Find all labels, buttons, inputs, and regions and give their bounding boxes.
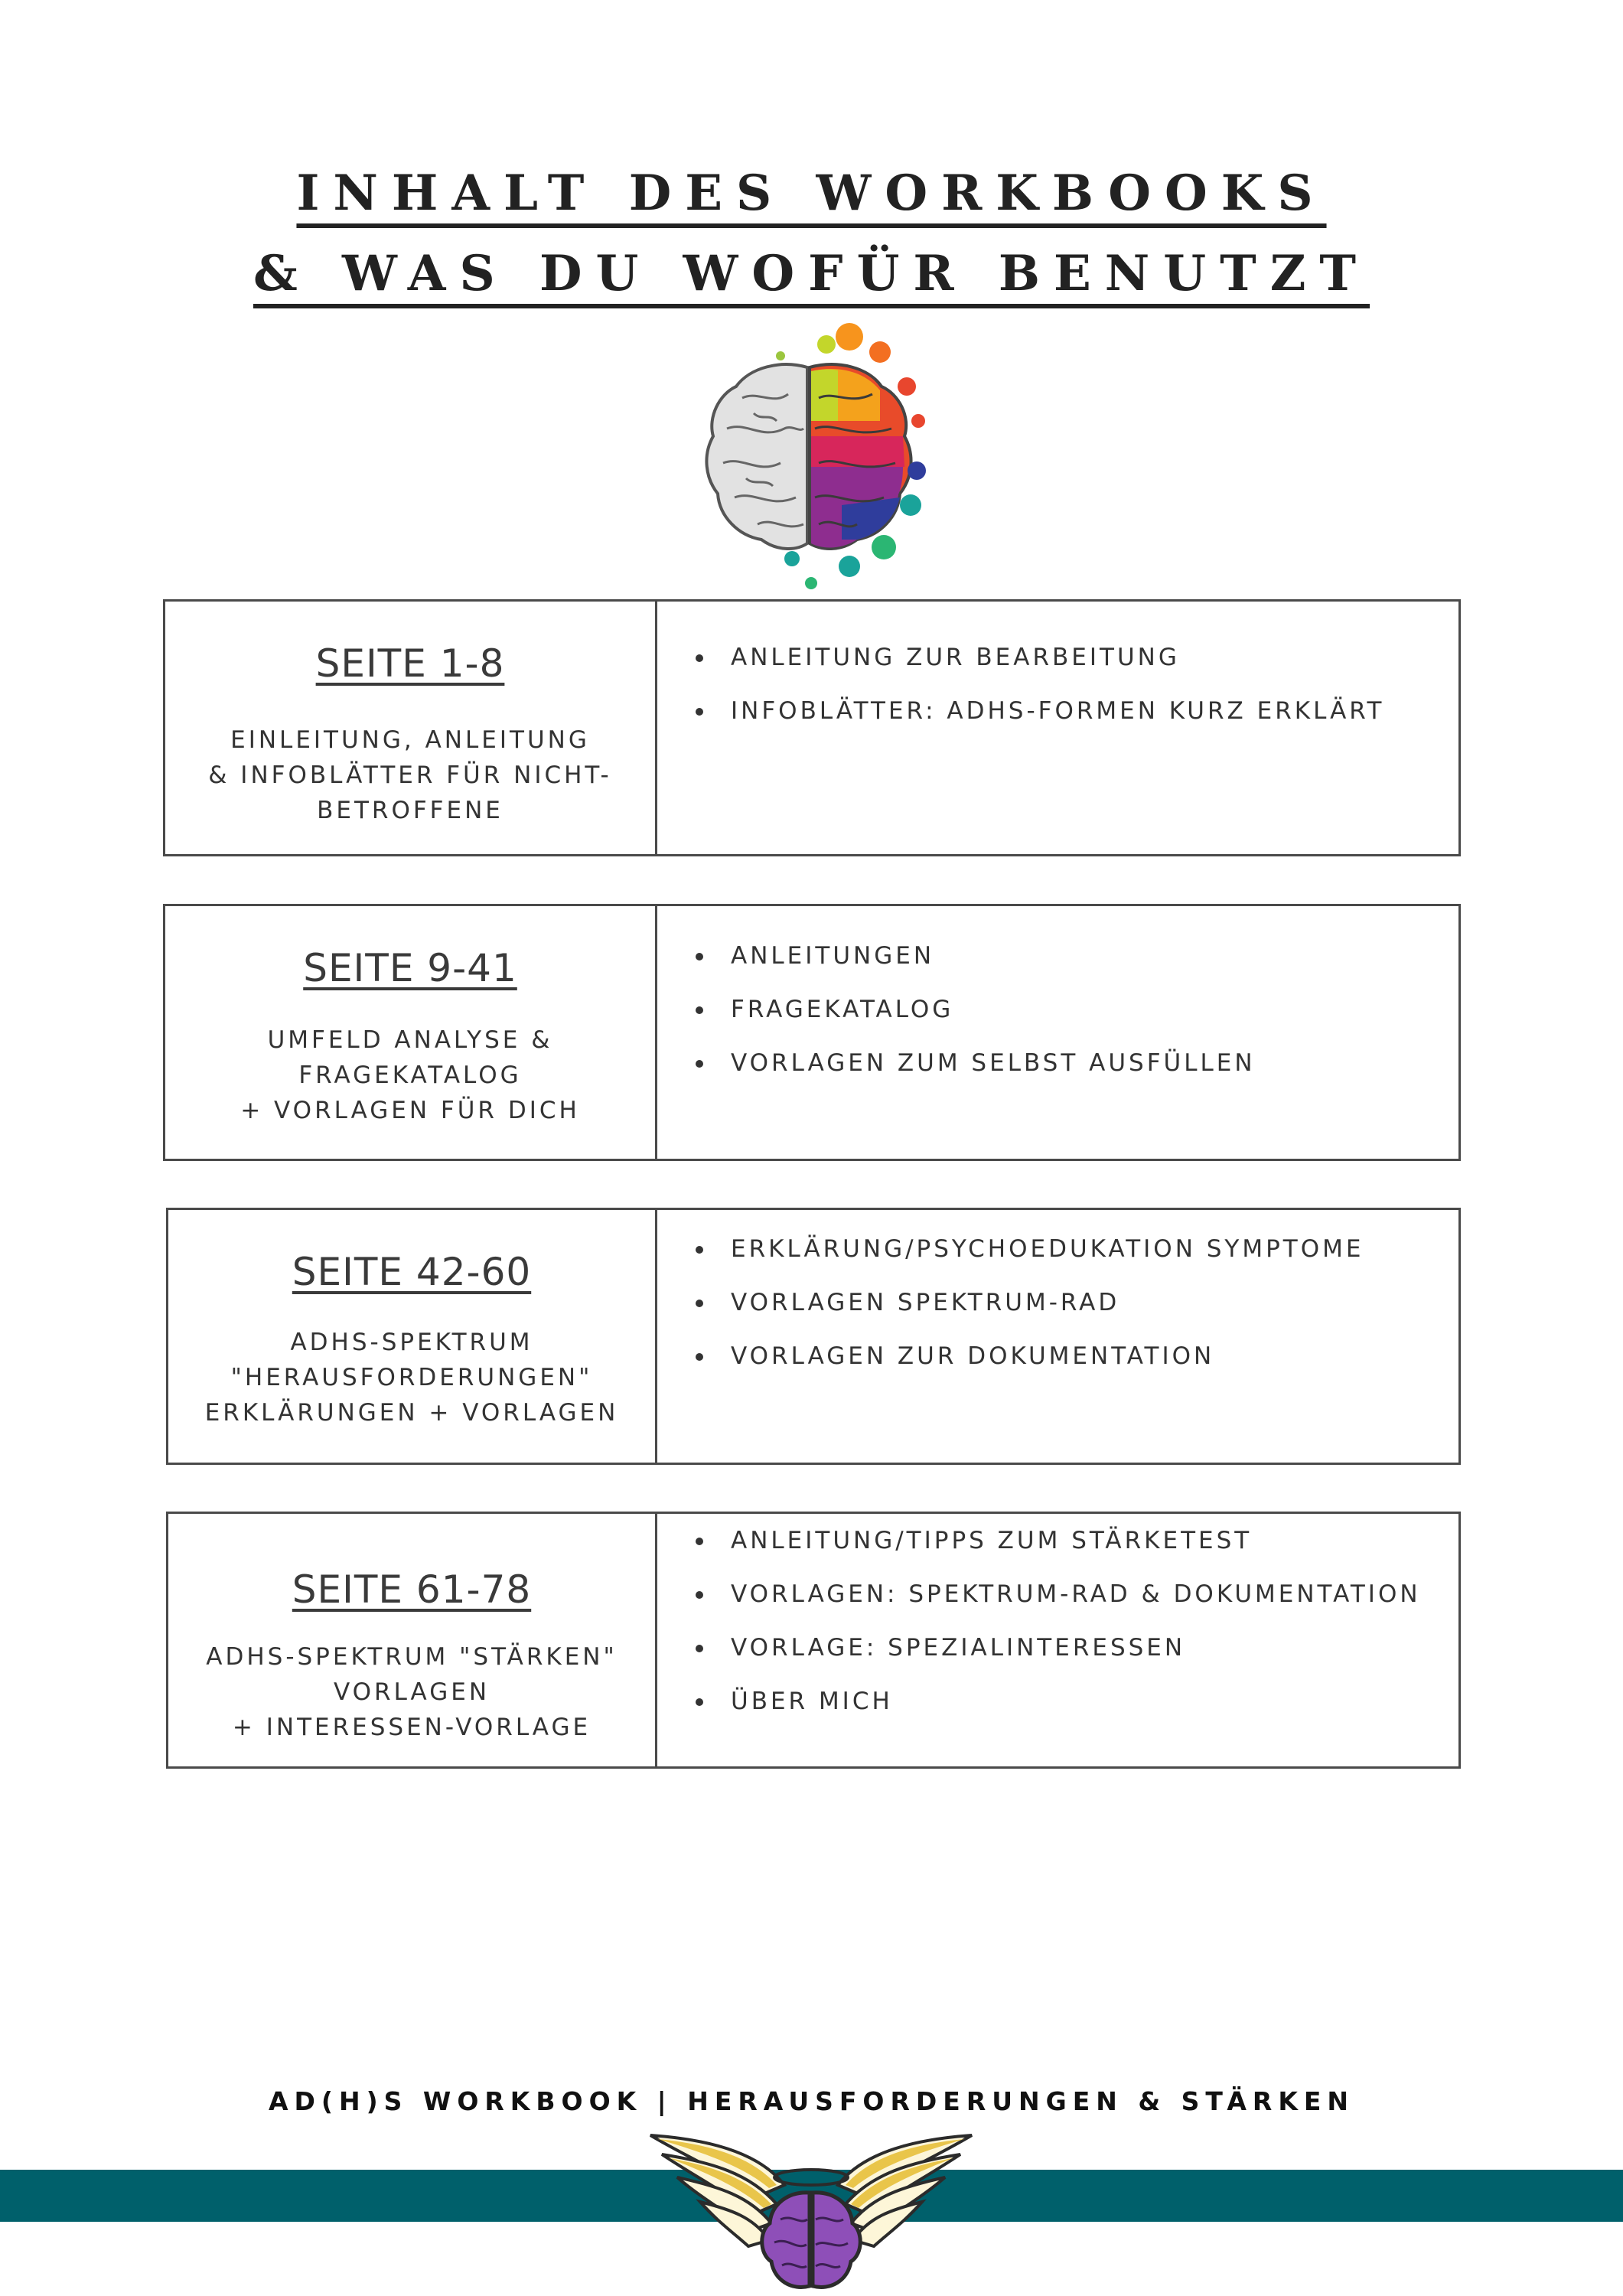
list-item: ERKLÄRUNG/PSYCHOEDUKATION SYMPTOME [696,1222,1364,1276]
section-items-cell [655,1208,1461,1465]
colorful-brain-icon [689,314,934,597]
section-description: UMFELD ANALYSE & FRAGEKATALOG + VORLAGEN FÜR DICH [240,1026,580,1124]
list-item: ANLEITUNG/TIPPS ZUM STÄRKETEST [696,1514,1421,1567]
section-row-1 [163,599,1461,859]
section-items-list [696,1222,1364,1383]
section-items-cell [655,904,1461,1161]
section-pages-label: SEITE 9-41 [303,946,517,990]
list-item: FRAGEKATALOG [696,983,1256,1036]
section-row-2 [163,904,1461,1164]
list-item: VORLAGEN ZUM SELBST AUSFÜLLEN [696,1036,1256,1090]
list-item: ANLEITUNGEN [696,929,1256,983]
section-description: EINLEITUNG, ANLEITUNG & INFOBLÄTTER FÜR NICHT- BETROFFENE [208,726,612,824]
section-pages-label: SEITE 61-78 [292,1567,532,1612]
section-pages-cell [163,599,657,856]
section-items-list [696,631,1385,738]
section-description: ADHS-SPEKTRUM "HERAUSFORDERUNGEN" ERKLÄRUNGEN + VORLAGEN [204,1329,619,1427]
section-pages-label: SEITE 42-60 [292,1250,532,1294]
list-item: ANLEITUNG ZUR BEARBEITUNG [696,631,1385,684]
list-item: VORLAGEN: SPEKTRUM-RAD & DOKUMENTATION [696,1567,1421,1621]
section-pages-cell [166,1208,657,1465]
list-item: INFOBLÄTTER: ADHS-FORMEN KURZ ERKLÄRT [696,684,1385,738]
section-pages-cell [166,1512,657,1769]
section-items-cell [655,599,1461,856]
section-row-3 [166,1208,1461,1468]
section-pages-label: SEITE 1-8 [315,641,505,686]
footer-text: AD(H)S WORKBOOK | HERAUSFORDERUNGEN & STÄRKEN [268,2086,1355,2116]
list-item: VORLAGEN SPEKTRUM-RAD [696,1276,1364,1329]
section-items-list [696,1514,1421,1728]
list-item: VORLAGEN ZUR DOKUMENTATION [696,1329,1364,1383]
winged-brain-logo-icon [643,2124,979,2296]
section-description: ADHS-SPEKTRUM "STÄRKEN" VORLAGEN + INTERESSEN-VORLAGE [206,1643,618,1741]
section-pages-cell [163,904,657,1161]
section-items-cell [655,1512,1461,1769]
list-item: VORLAGE: SPEZIALINTERESSEN [696,1621,1421,1675]
title-line-1: INHALT DES WORKBOOKS [296,165,1327,222]
section-row-4 [166,1512,1461,1772]
list-item: ÜBER MICH [696,1675,1421,1728]
title-line-2: & WAS DU WOFÜR BENUTZT [253,245,1370,302]
section-items-list [696,929,1256,1090]
